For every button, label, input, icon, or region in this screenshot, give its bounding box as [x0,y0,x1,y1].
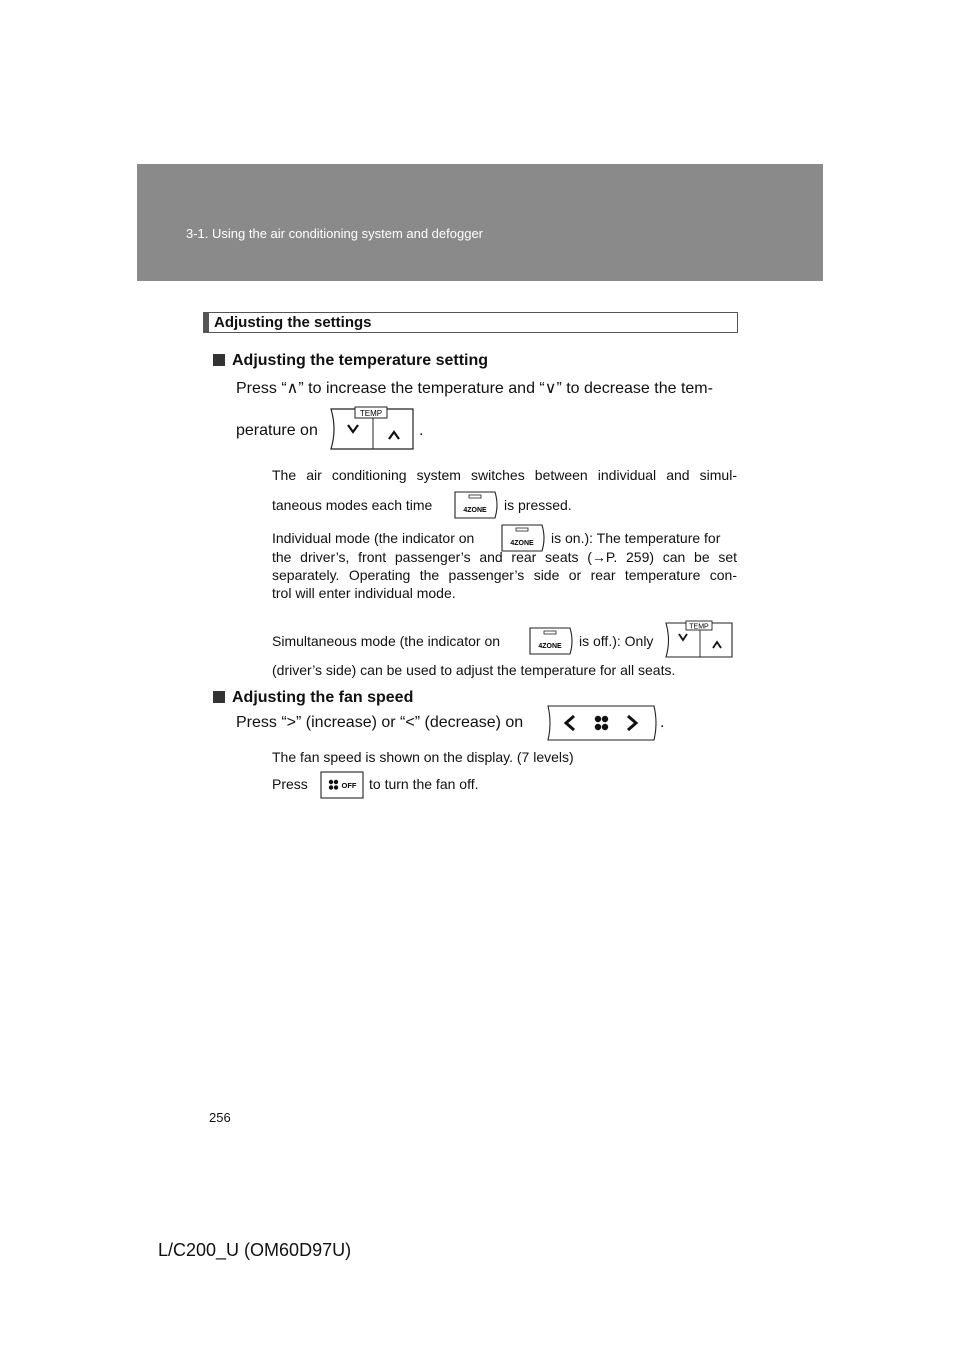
footer-code: L/C200_U (OM60D97U) [158,1240,352,1260]
temperature-line1: Press “∧” to increase the temperature and “∨” to decrease the tem- [236,380,713,397]
note-modes-line2-pre: taneous modes each time [272,497,433,513]
temperature-line2b: . [419,422,424,439]
temp-control-icon [329,406,417,452]
4zone-label: 4ZONE [538,643,562,650]
temp-label: TEMP [689,623,709,631]
note-individual-body [272,548,737,602]
fan-note-off-post: to turn the fan off. [369,776,479,792]
fan-speed-control-icon [546,704,658,742]
note-individual-pre: Individual mode (the indicator on [272,530,475,546]
fan-line1-post: . [660,714,665,731]
temperature-subheading-text: Adjusting the temperature setting [232,352,489,369]
fan-subheading [213,689,413,707]
header-band [137,164,823,281]
note-modes-switch [272,466,737,484]
fan-subheading-text: Adjusting the fan speed [232,689,414,706]
fan-off-button-icon [320,771,364,799]
note-individual-line4: trol will enter individual mode. [272,585,456,601]
section-title: 3-1. Using the air conditioning system and defogger [186,226,484,241]
temp-control-icon [664,620,736,660]
note-simultaneous-line2: (driver’s side) can be used to adjust the temperature for all seats. [272,662,676,678]
4zone-label: 4ZONE [510,540,534,547]
note-individual-post: is on.): The temperature for [551,530,721,546]
note-simultaneous-mid: is off.): Only [579,633,654,649]
fan-note-off-pre: Press [272,776,308,792]
note-simultaneous-pre: Simultaneous mode (the indicator on [272,633,501,649]
section-heading: Adjusting the settings [203,312,738,333]
square-bullet-icon [213,354,225,366]
page-number: 256 [209,1110,231,1125]
4zone-button-icon [528,626,574,656]
4zone-label: 4ZONE [463,507,487,514]
temperature-subheading [213,352,488,370]
temperature-line2a: perature on [236,422,318,439]
off-label: OFF [341,781,357,790]
note-modes-line2-post: is pressed. [504,497,572,513]
4zone-button-icon [453,490,499,520]
fan-line1-pre: Press “>” (increase) or “<” (decrease) on [236,714,524,731]
temp-label: TEMP [359,409,383,418]
fan-note-levels: The fan speed is shown on the display. (7 levels) [272,749,574,765]
note-modes-line1: The air conditioning system switches between individual and simul- [272,467,737,483]
note-individual-line3: separately. Operating the passenger’s side or rear temperature con- [272,567,737,583]
square-bullet-icon [213,691,225,703]
note-individual-line2: the driver’s, front passenger’s and rear seats (→P. 259) can be set [272,549,737,565]
